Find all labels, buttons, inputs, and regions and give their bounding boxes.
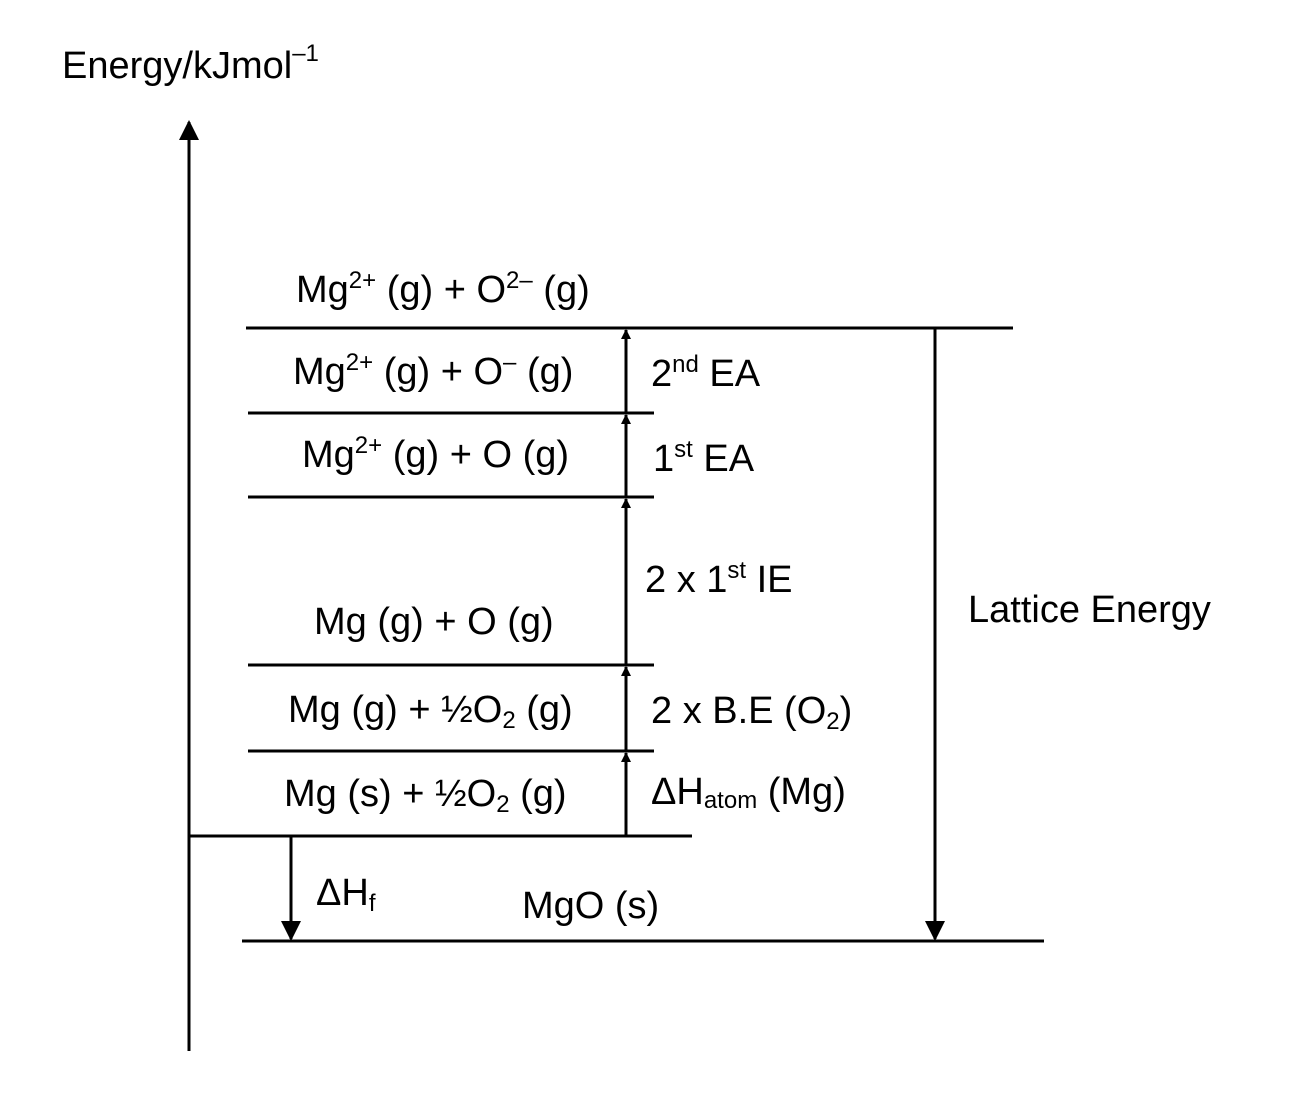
label-part: (Mg): [757, 771, 846, 813]
label-sub: 2: [502, 707, 516, 734]
label-part: ΔH: [651, 771, 704, 813]
label-sup: 2+: [345, 349, 374, 376]
label-sup: 2+: [348, 267, 377, 294]
label-part: Mg: [302, 434, 355, 476]
label-mg2-o2minus: [296, 267, 590, 311]
label-mgo: MgO (s): [522, 885, 660, 927]
label-mg-s-half-o2: [284, 773, 567, 818]
label-lattice-energy: Lattice Energy: [968, 589, 1211, 631]
label-sup: nd: [672, 351, 699, 378]
label-part: IE: [746, 559, 793, 601]
label-sup: –: [503, 349, 517, 376]
label-mg2-o: [302, 432, 569, 476]
axis-label-main: Energy/kJmol: [62, 45, 293, 87]
label-first-ea: [653, 436, 755, 480]
label-part: (g): [516, 351, 574, 393]
label-part: ΔH: [316, 872, 369, 914]
label-part: EA: [698, 353, 761, 395]
label-mg-g-half-o2: [288, 689, 573, 734]
label-part: Mg (s) + ½O: [284, 773, 497, 815]
label-atomisation: [651, 771, 846, 814]
label-sub: 2: [826, 708, 840, 735]
label-part: 2 x 1: [645, 559, 728, 601]
label-second-ea: [651, 351, 761, 395]
label-sub: atom: [703, 787, 758, 814]
label-part: (g): [515, 689, 573, 731]
label-sup: st: [674, 436, 693, 463]
label-enthalpy-formation: [316, 872, 376, 917]
label-part: EA: [692, 438, 755, 480]
label-part: (g) + O: [373, 351, 504, 393]
label-part: (g): [532, 269, 590, 311]
label-part: Mg: [296, 269, 349, 311]
label-part: Mg: [293, 351, 346, 393]
label-part: (g): [509, 773, 567, 815]
label-part: (g) + O (g): [382, 434, 570, 476]
label-sub: 2: [496, 791, 510, 818]
label-part: ): [839, 690, 853, 732]
label-mg2-ominus: [293, 349, 573, 393]
label-part: 2: [651, 353, 673, 395]
axis-label: [62, 40, 319, 87]
label-bond-energy: [651, 690, 852, 735]
label-sup: st: [727, 557, 747, 584]
label-part: 1: [653, 438, 675, 480]
label-sup: 2+: [354, 432, 383, 459]
label-ionisation: [645, 557, 793, 601]
label-part: (g) + O: [376, 269, 507, 311]
axis-label-sup: –1: [292, 40, 319, 67]
label-part: Mg (g) + ½O: [288, 689, 503, 731]
label-sub: f: [368, 890, 376, 917]
label-mg-o: Mg (g) + O (g): [314, 601, 554, 643]
label-part: 2 x B.E (O: [651, 690, 827, 732]
label-sup: 2–: [506, 267, 533, 294]
